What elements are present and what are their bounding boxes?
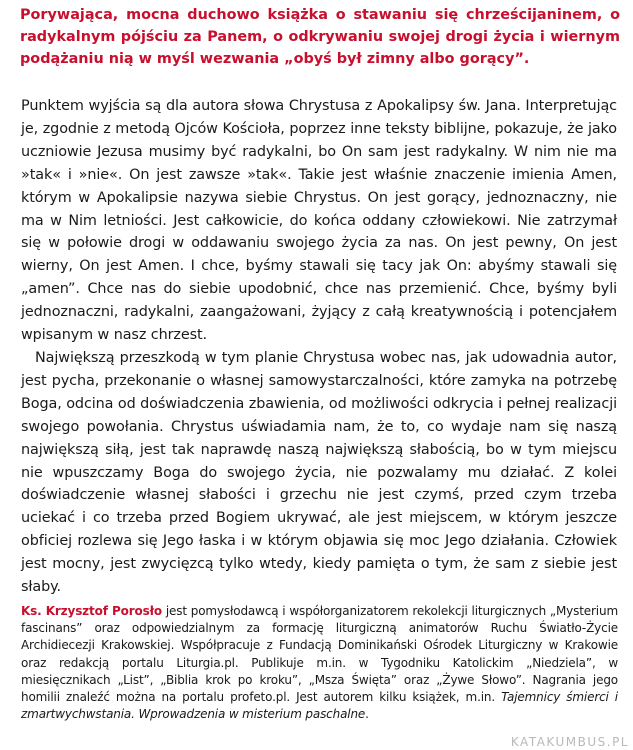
- description-body: [21, 95, 617, 599]
- author-bio: [21, 603, 618, 723]
- description-paragraph-2: Największą przeszkodą w tym planie Chrystusa wobec nas, jak udowadnia autor, jest pycha, przekonanie o własnej samowystarczalności, które zamyka na potrzebę Boga, odcina od doświadczenia zbawienia, od możliwości odkrycia i pełnej realizacji swojego powołania. Chrystus uświadamia nam, że to, co wydaje nam się naszą największą siłą, jest tak naprawdę naszą największą słabością, bo w tym miejscu nie wpuszczamy Boga do swojego życia, nie pozwalamy mu działać. Z kolei doświadczenie własnej słabości i grzechu nie jest czymś, przed czym trzeba uciekać i co trzeba przed Bogiem ukrywać, ale jest miejscem, w którym jeszcze obficiej rozlewa się Jego łaska i w którym objawia się moc Jego działania. Człowiek jest mocny, jest zwycięzcą tylko wtedy, kiedy pamięta o tym, że sam z siebie jest słaby.: [21, 349, 617, 596]
- watermark: KATAKUMBUS.PL: [510, 735, 629, 749]
- description-paragraph-1: Punktem wyjścia są dla autora słowa Chrystusa z Apokalipsy św. Jana. Interpretując je, zgodnie z metodą Ojców Kościoła, poprzez inne teksty biblijne, pokazuje, że jako uczniowie Jezusa musimy być radykalni, bo On sam jest radykalny. W nim nie ma »tak« i »nie«. On jest zawsze »tak«. Takie jest właśnie znaczenie imienia Amen, którym w Apokalipsie nazywa siebie Chrystus. On jest gorący, jednoznaczny, nie ma w Nim letniości. Jest całkowicie, do końca oddany człowiekowi. Nie zatrzymał się w połowie drogi w oddawaniu swojego życia za nas. On jest pewny, On jest wierny, On jest Amen. I chce, byśmy stawali się tacy jak On: abyśmy stawali się „amen”. Chce nas do siebie upodobnić, chce nas przemienić. Chce, byśmy byli jednoznaczni, radykalni, zaangażowani, żyjący z całą kreatywnością i potencjałem wpisanym w nasz chrzest.: [21, 98, 617, 344]
- lead-paragraph: Porywająca, mocna duchowo książka o stawaniu się chrześcijaninem, o radykalnym pójściu za Panem, o odkrywaniu swojej drogi życia i wiernym podążaniu nią w myśl wezwania „obyś był zimny albo gorący”.: [20, 7, 620, 67]
- author-bio-end: .: [365, 707, 369, 722]
- author-name: Ks. Krzysztof Porosło: [21, 604, 162, 618]
- author-bio-text: jest pomysłodawcą i współorganizatorem rekolekcji liturgicznych „Mysterium fascinans” oraz odpowiedzialnym za formację liturgiczną animatorów Ruchu Światło-Życie Archidiecezji Krakowskiej. Współpracuje z Fundacją Dominikański Ośrodek Liturgiczny w Krakowie oraz redakcją portalu Liturgia.pl. Publikuje m.in. w Tygodniku Katolickim „Niedziela”, w miesięcznikach „List”, „Biblia krok po kroku”, „Msza Święta” oraz „Żywe Słowo”. Nagrania jego homilii znaleźć można na portalu profeto.pl. Jest autorem kilku książek, m.in.: [21, 604, 618, 705]
- author-book-titles: Tajemnicy śmierci i zmartwychwstania. Wprowadzenia w misterium paschalne: [21, 690, 618, 722]
